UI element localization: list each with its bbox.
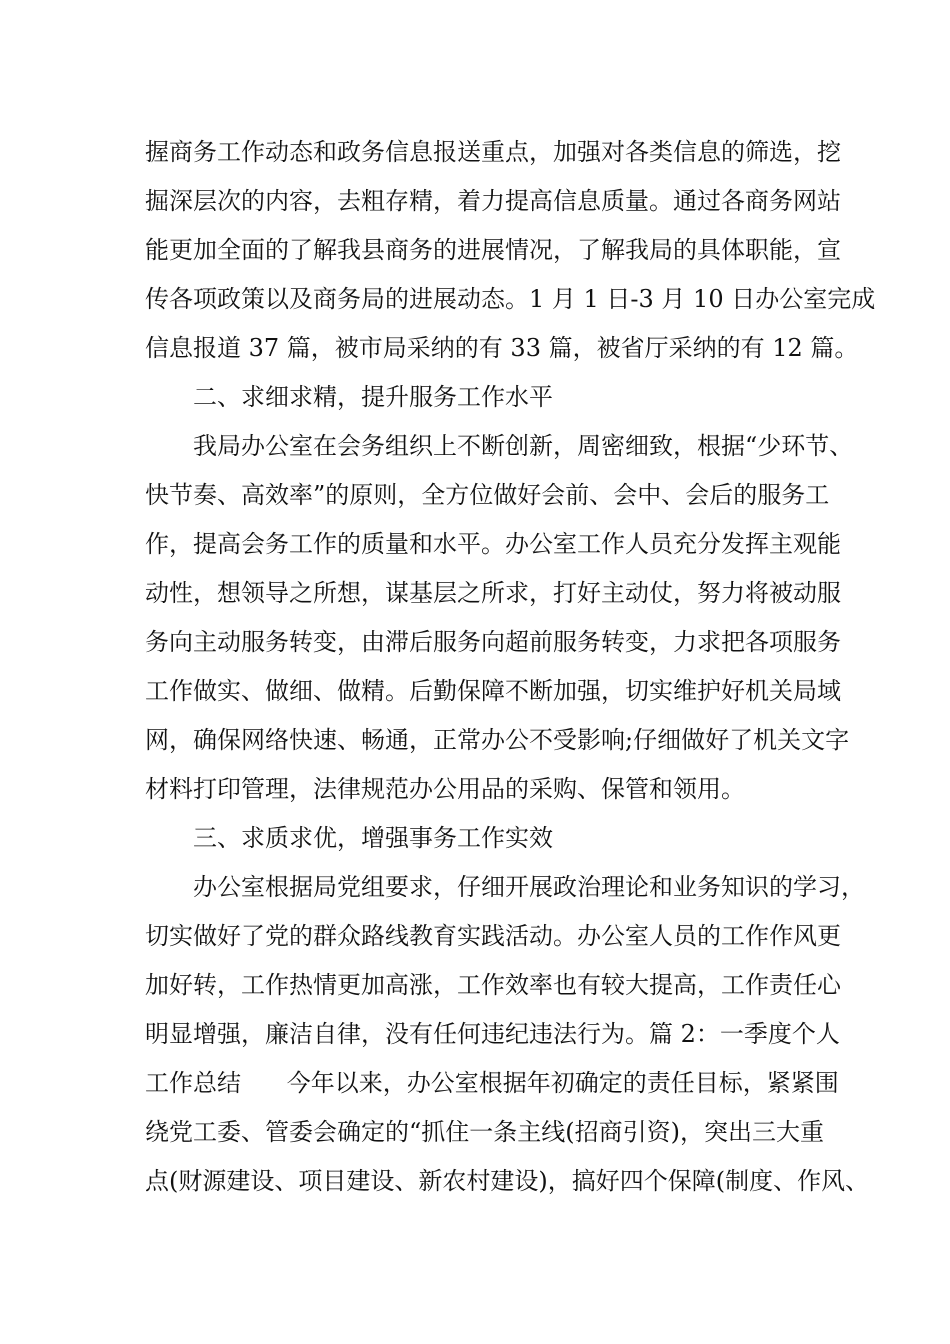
body-text-line: 传各项政策以及商务局的进展动态。1 月 1 日-3 月 10 日办公室完成 <box>145 285 876 313</box>
body-text-line: 切实做好了党的群众路线教育实践活动。办公室人员的工作作风更 <box>145 922 841 950</box>
body-text-line: 动性，想领导之所想，谋基层之所求，打好主动仗，努力将被动服 <box>145 579 841 607</box>
body-text-line: 能更加全面的了解我县商务的进展情况，了解我局的具体职能，宣 <box>145 236 841 264</box>
body-text-line: 点(财源建设、项目建设、新农村建设)，搞好四个保障(制度、作风、 <box>145 1167 870 1195</box>
body-text-line: 工作做实、做细、做精。后勤保障不断加强，切实维护好机关局域 <box>145 677 841 705</box>
body-text-line: 作，提高会务工作的质量和水平。办公室工作人员充分发挥主观能 <box>145 530 841 558</box>
body-text-line: 材料打印管理，法律规范办公用品的采购、保管和领用。 <box>145 775 745 803</box>
body-text-line: 绕党工委、管委会确定的“抓住一条主线(招商引资)，突出三大重 <box>145 1118 824 1146</box>
body-text-line: 务向主动服务转变，由滞后服务向超前服务转变，力求把各项服务 <box>145 628 841 656</box>
body-text-line: 我局办公室在会务组织上不断创新，周密细致，根据“少环节、 <box>193 432 854 460</box>
section-heading: 二、求细求精，提升服务工作水平 <box>193 383 553 411</box>
body-text-line: 工作总结 今年以来，办公室根据年初确定的责任目标，紧紧围 <box>145 1069 839 1097</box>
section-heading: 三、求质求优，增强事务工作实效 <box>193 824 553 852</box>
body-text-line: 掘深层次的内容，去粗存精，着力提高信息质量。通过各商务网站 <box>145 187 841 215</box>
body-text-line: 办公室根据局党组要求，仔细开展政治理论和业务知识的学习， <box>193 873 865 901</box>
body-text-line: 加好转，工作热情更加高涨，工作效率也有较大提高，工作责任心 <box>145 971 841 999</box>
body-text-line: 握商务工作动态和政务信息报送重点，加强对各类信息的筛选，挖 <box>145 138 841 166</box>
body-text-line: 网，确保网络快速、畅通，正常办公不受影响;仔细做好了机关文字 <box>145 726 850 754</box>
body-text-line: 快节奏、高效率”的原则，全方位做好会前、会中、会后的服务工 <box>145 481 830 509</box>
body-text-line: 明显增强，廉洁自律，没有任何违纪违法行为。篇 2：一季度个人 <box>145 1020 840 1048</box>
body-text-line: 信息报道 37 篇，被市局采纳的有 33 篇，被省厅采纳的有 12 篇。 <box>145 334 859 362</box>
